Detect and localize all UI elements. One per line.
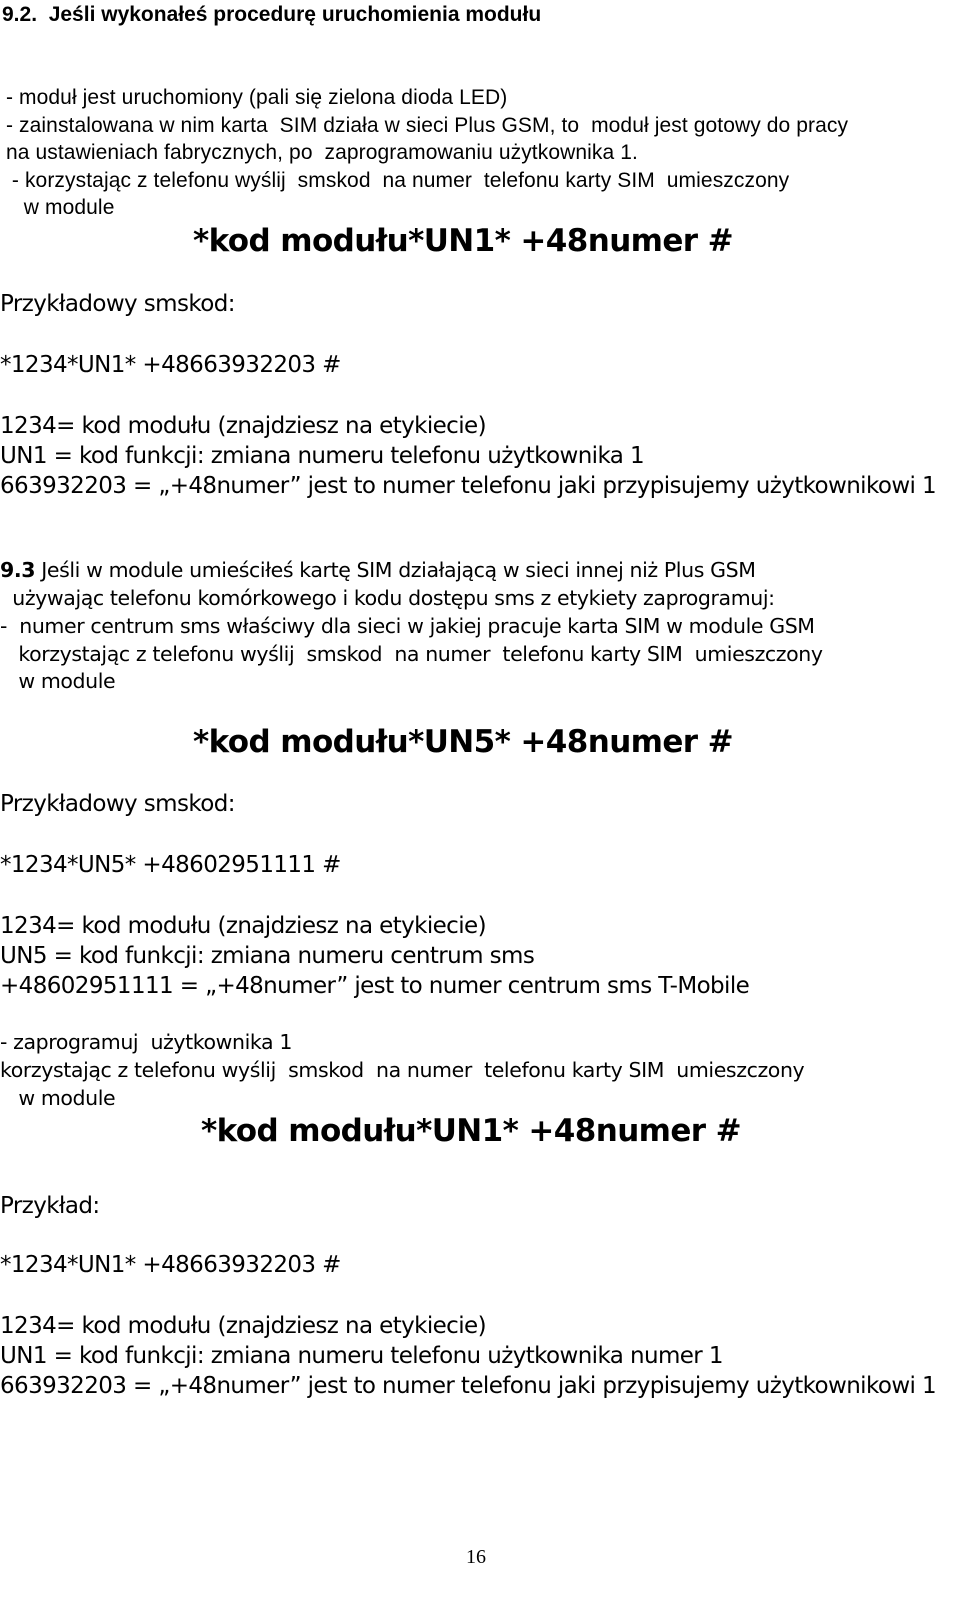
user1-legend-1: 1234= kod modułu (znajdziesz na etykiecie) bbox=[0, 1313, 486, 1339]
user1-legend-2: UN1 = kod funkcji: zmiana numeru telefonu użytkownika numer 1 bbox=[0, 1343, 723, 1369]
section-9-2-legend-1: 1234= kod modułu (znajdziesz na etykiecie) bbox=[0, 413, 486, 439]
section-9-3-line-1: Jeśli w module umieściłeś kartę SIM działającą w sieci innej niż Plus GSM bbox=[35, 558, 756, 582]
section-9-3-line-4: korzystając z telefonu wyślij smskod na numer telefonu karty SIM umieszczony bbox=[0, 642, 823, 666]
user1-line-1: - zaprogramuj użytkownika 1 bbox=[0, 1030, 292, 1054]
user1-command: *kod modułu*UN1* +48numer # bbox=[201, 1113, 742, 1149]
section-9-3-line-5: w module bbox=[0, 669, 116, 693]
section-9-3-legend-1: 1234= kod modułu (znajdziesz na etykiecie) bbox=[0, 913, 486, 939]
section-9-2-example-code: *1234*UN1* +48663932203 # bbox=[0, 352, 341, 378]
section-9-2-heading: 9.2. Jeśli wykonałeś procedurę uruchomienia modułu bbox=[2, 3, 542, 26]
section-9-3-legend-3: +48602951111 = „+48numer” jest to numer centrum sms T-Mobile bbox=[0, 973, 750, 999]
section-9-3-line-3: - numer centrum sms właściwy dla sieci w jakiej pracuje karta SIM w module GSM bbox=[0, 614, 815, 638]
section-9-2-line-1: - moduł jest uruchomiony (pali się zielona dioda LED) bbox=[6, 86, 508, 109]
section-9-2-legend-2: UN1 = kod funkcji: zmiana numeru telefonu użytkownika 1 bbox=[0, 443, 645, 469]
section-9-2-line-4: - korzystając z telefonu wyślij smskod na numer telefonu karty SIM umieszczony bbox=[6, 169, 790, 192]
section-9-3-line-2: używając telefonu komórkowego i kodu dostępu sms z etykiety zaprogramuj: bbox=[0, 586, 775, 610]
section-9-2-line-2: - zainstalowana w nim karta SIM działa w sieci Plus GSM, to moduł jest gotowy do pracy bbox=[6, 114, 849, 137]
section-9-2-example-label: Przykładowy smskod: bbox=[0, 291, 235, 317]
page-number: 16 bbox=[466, 1546, 486, 1568]
user1-line-2: korzystając z telefonu wyślij smskod na numer telefonu karty SIM umieszczony bbox=[0, 1058, 805, 1082]
section-9-3-command: *kod modułu*UN5* +48numer # bbox=[193, 724, 734, 760]
section-9-2-line-3: na ustawieniach fabrycznych, po zaprogramowaniu użytkownika 1. bbox=[6, 141, 638, 164]
section-9-3-example-code: *1234*UN5* +48602951111 # bbox=[0, 852, 341, 878]
section-9-3-number: 9.3 bbox=[0, 558, 36, 582]
user1-example-label: Przykład: bbox=[0, 1193, 100, 1219]
section-9-3-legend-2: UN5 = kod funkcji: zmiana numeru centrum sms bbox=[0, 943, 535, 969]
user1-example-code: *1234*UN1* +48663932203 # bbox=[0, 1252, 341, 1278]
section-9-3-first-line bbox=[0, 560, 755, 581]
section-9-2-command: *kod modułu*UN1* +48numer # bbox=[193, 223, 734, 259]
user1-line-3: w module bbox=[0, 1086, 116, 1110]
section-9-2-line-5: w module bbox=[6, 196, 115, 219]
section-9-2-legend-3: 663932203 = „+48numer” jest to numer telefonu jaki przypisujemy użytkownikowi 1 bbox=[0, 473, 937, 499]
user1-legend-3: 663932203 = „+48numer” jest to numer telefonu jaki przypisujemy użytkownikowi 1 bbox=[0, 1373, 937, 1399]
section-9-3-example-label: Przykładowy smskod: bbox=[0, 791, 235, 817]
